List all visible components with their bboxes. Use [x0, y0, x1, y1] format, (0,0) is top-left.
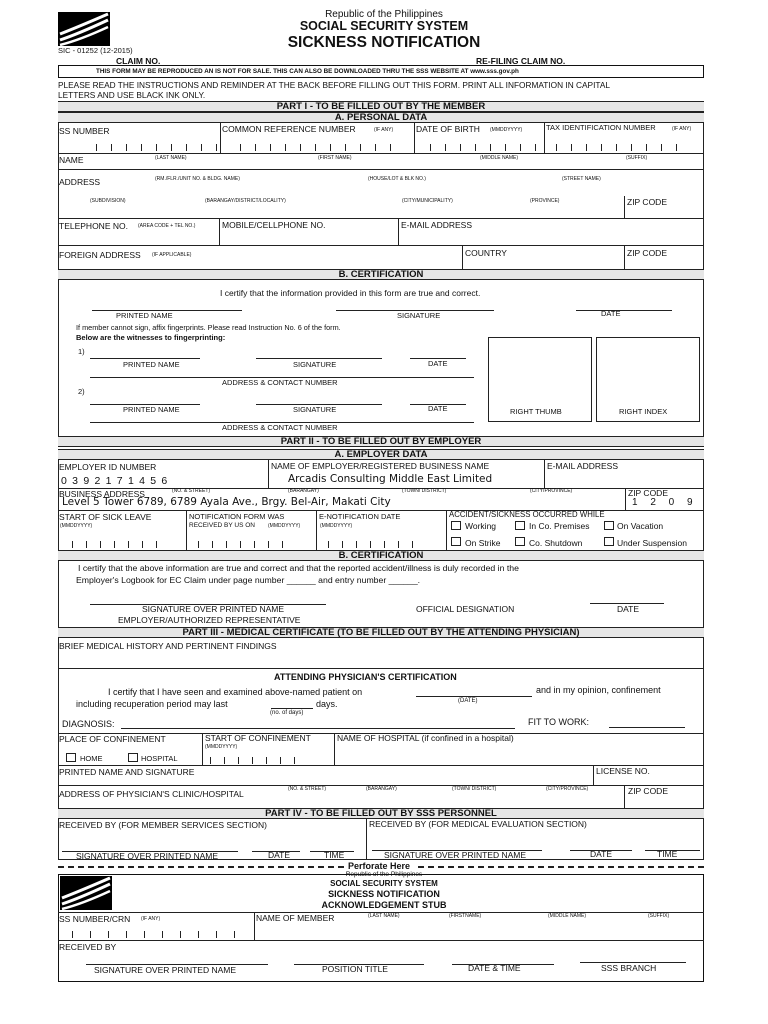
- received-member-label: RECEIVED BY (FOR MEMBER SERVICES SECTION): [59, 820, 267, 830]
- employer-id-value: 0 3 9 2 1 7 1 4 5 6: [61, 475, 169, 487]
- hospital-checkbox[interactable]: [128, 753, 138, 762]
- notice-text: THIS FORM MAY BE REPRODUCED AN IS NOT FOR SALE. THIS CAN ALSO BE DOWNLOADED THRU THE SSS WEBSITE AT www.sss.gov.ph: [96, 68, 519, 75]
- dob-label: DATE OF BIRTH: [416, 124, 480, 134]
- employer-zip-label: ZIP CODE: [628, 488, 668, 498]
- stub-title2: ACKNOWLEDGEMENT STUB: [321, 900, 447, 910]
- claim-no-field[interactable]: [158, 55, 206, 65]
- business-address-value: Level 5 Tower 6789, 6789 Ayala Ave., Brgy. Bel-Air, Makati City: [62, 496, 391, 508]
- name-label: NAME: [59, 155, 84, 165]
- crn-boxes[interactable]: [240, 144, 405, 151]
- stub-ss-crn-label: SS NUMBER/CRN: [59, 914, 131, 924]
- under-suspension-checkbox[interactable]: [604, 537, 614, 546]
- license-label: LICENSE NO.: [596, 766, 650, 776]
- member-address-field[interactable]: [110, 166, 700, 176]
- hospital-name-label: NAME OF HOSPITAL (if confined in a hospital): [337, 733, 514, 743]
- part3-title: PART III - MEDICAL CERTIFICATE (TO BE FILLED OUT BY THE ATTENDING PHYSICIAN): [58, 627, 704, 638]
- start-confinement-label: START OF CONFINEMENT: [205, 733, 311, 743]
- ss-number-boxes[interactable]: [96, 144, 231, 151]
- telephone-label: TELEPHONE NO.: [59, 221, 128, 231]
- on-strike-checkbox[interactable]: [451, 537, 461, 546]
- stub-received-by-label: RECEIVED BY: [59, 942, 117, 952]
- accident-label: ACCIDENT/SICKNESS OCCURRED WHILE: [449, 510, 605, 519]
- enotif-date-boxes[interactable]: [328, 541, 426, 548]
- witness-note: Below are the witnesses to fingerprinting:: [76, 333, 226, 342]
- part2-title: PART II - TO BE FILLED OUT BY EMPLOYER: [58, 436, 704, 447]
- enotif-date-label: E-NOTIFICATION DATE: [319, 512, 401, 521]
- refiling-no-field[interactable]: [608, 55, 654, 65]
- employer-cert-line2: Employer's Logbook for EC Claim under page number ______ and entry number ______.: [76, 575, 421, 585]
- perforate-label: Perforate Here: [344, 862, 414, 871]
- clinic-address-label: ADDRESS OF PHYSICIAN'S CLINIC/HOSPITAL: [59, 789, 244, 799]
- employer-zip-value: 1 2 0 9: [632, 497, 698, 508]
- foreign-zip-label: ZIP CODE: [627, 248, 667, 258]
- email-label: E-MAIL ADDRESS: [401, 220, 473, 230]
- country-label: COUNTRY: [465, 248, 507, 258]
- ss-number-label: SS NUMBER: [59, 126, 110, 136]
- fit-to-work-label: FIT TO WORK:: [528, 717, 590, 727]
- dob-boxes[interactable]: [430, 144, 550, 151]
- part4-title: PART IV - TO BE FILLED OUT BY SSS PERSONNEL: [58, 808, 704, 819]
- tin-boxes[interactable]: [556, 144, 691, 151]
- employer-email-label: E-MAIL ADDRESS: [547, 461, 619, 471]
- crn-label: COMMON REFERENCE NUMBER: [222, 124, 356, 134]
- employer-name-value: Arcadis Consulting Middle East Limited: [288, 473, 493, 485]
- part1-title: PART I - TO BE FILLED OUT BY THE MEMBER: [58, 101, 704, 112]
- notif-received-boxes[interactable]: [198, 541, 296, 548]
- part2-section-b: B. CERTIFICATION: [58, 550, 704, 561]
- form-title: SICKNESS NOTIFICATION: [287, 34, 481, 51]
- part1-section-a: A. PERSONAL DATA: [58, 112, 704, 123]
- part1-section-b: B. CERTIFICATION: [58, 269, 704, 280]
- header-agency: SOCIAL SECURITY SYSTEM: [299, 19, 469, 33]
- clinic-zip-label: ZIP CODE: [628, 786, 668, 796]
- part2-section-a: A. EMPLOYER DATA: [58, 449, 704, 460]
- medical-history-label: BRIEF MEDICAL HISTORY AND PERTINENT FINDINGS: [59, 641, 277, 651]
- refiling-label: RE-FILING CLAIM NO.: [476, 56, 566, 66]
- foreign-address-label: FOREIGN ADDRESS: [59, 250, 141, 260]
- start-sick-leave-label: START OF SICK LEAVE: [59, 512, 152, 522]
- stub-title1: SICKNESS NOTIFICATION: [328, 889, 440, 899]
- stub-agency: SOCIAL SECURITY SYSTEM: [330, 879, 438, 888]
- employer-id-label: EMPLOYER ID NUMBER: [59, 462, 157, 472]
- employer-cert-line1: I certify that the above information are true and correct and that the reported accident/illness is duly recorded in the: [78, 563, 519, 573]
- physician-name-label: PRINTED NAME AND SIGNATURE: [59, 767, 195, 777]
- address-label: ADDRESS: [59, 177, 101, 187]
- mobile-label: MOBILE/CELLPHONE NO.: [222, 220, 326, 230]
- stub-ss-boxes[interactable]: [72, 931, 252, 938]
- start-confinement-boxes[interactable]: [210, 757, 308, 764]
- header-republic: Republic of the Philippines: [325, 9, 443, 20]
- in-premises-checkbox[interactable]: [515, 521, 525, 530]
- notif-received-label: NOTIFICATION FORM WAS: [189, 512, 285, 521]
- on-vacation-checkbox[interactable]: [604, 521, 614, 530]
- instructions-line2: LETTERS AND USE BLACK INK ONLY.: [58, 90, 206, 100]
- email-field[interactable]: [401, 232, 701, 243]
- diagnosis-field[interactable]: [121, 717, 515, 727]
- stub-name-label: NAME OF MEMBER: [256, 913, 335, 923]
- form-code: SIC - 01252 (12-2015): [58, 46, 133, 55]
- stub-republic: Republic of the Philippines: [345, 871, 423, 878]
- working-checkbox[interactable]: [451, 521, 461, 530]
- tin-label: TAX IDENTIFICATION NUMBER: [546, 123, 656, 132]
- business-address-label: BUSINESS ADDRESS: [59, 489, 145, 499]
- zip-label: ZIP CODE: [627, 197, 667, 207]
- start-sick-leave-boxes[interactable]: [72, 541, 170, 548]
- instructions-line1: PLEASE READ THE INSTRUCTIONS AND REMINDER AT THE BACK BEFORE FILLING OUT THIS FORM. PRINT ALL INFORMATION IN CAPITAL: [58, 80, 610, 90]
- co-shutdown-checkbox[interactable]: [515, 537, 525, 546]
- physician-cert-title: ATTENDING PHYSICIAN'S CERTIFICATION: [274, 672, 457, 682]
- fingerprint-note: If member cannot sign, affix fingerprints. Please read Instruction No. 6 of the form.: [76, 323, 341, 332]
- claim-no-label: CLAIM NO.: [116, 56, 161, 66]
- home-checkbox[interactable]: [66, 753, 76, 762]
- member-certify-text: I certify that the information provided in this form are true and correct.: [220, 288, 481, 298]
- employer-name-label: NAME OF EMPLOYER/REGISTERED BUSINESS NAME: [271, 461, 490, 471]
- received-medical-label: RECEIVED BY (FOR MEDICAL EVALUATION SECTION): [369, 819, 587, 829]
- diagnosis-label: DIAGNOSIS:: [62, 719, 115, 729]
- place-confinement-label: PLACE OF CONFINEMENT: [59, 734, 166, 744]
- medical-history-field[interactable]: [60, 652, 700, 666]
